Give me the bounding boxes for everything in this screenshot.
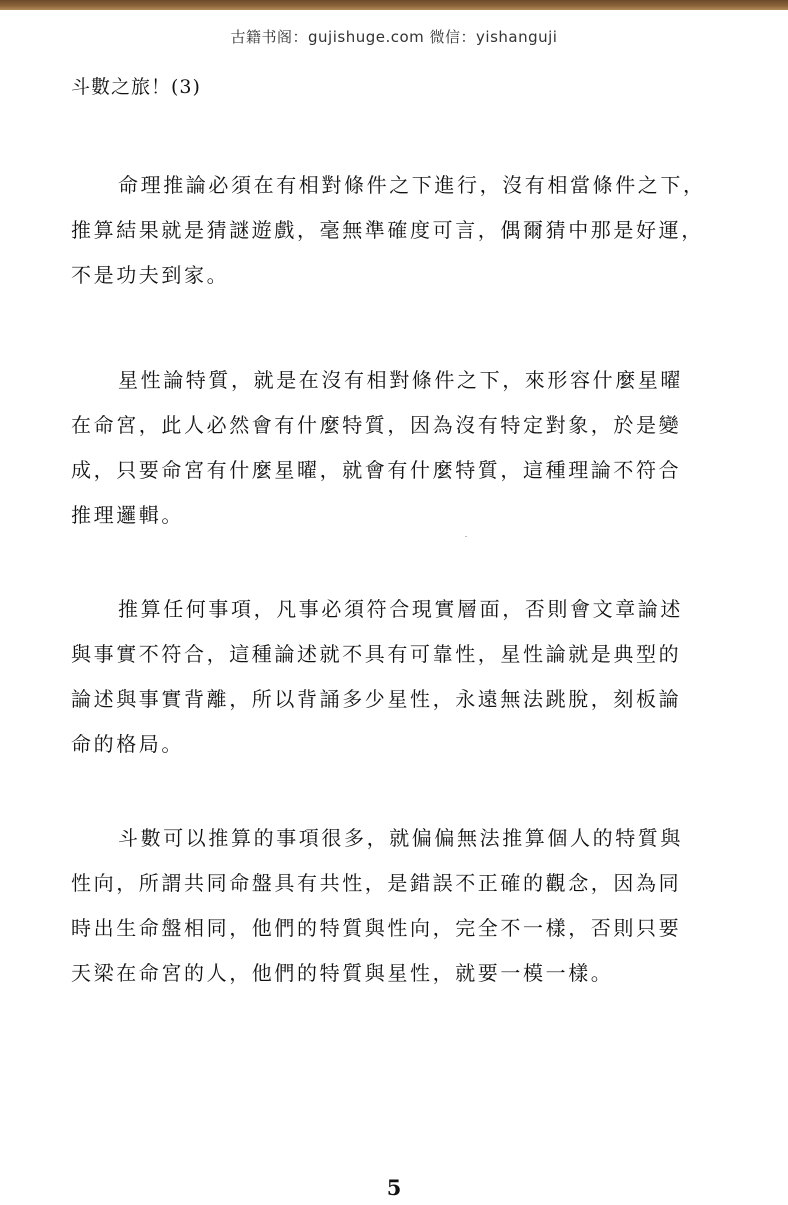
scan-speck [465,536,467,537]
site-watermark: 古籍书阁：gujishuge.com 微信：yishanguji [230,28,558,46]
paragraph-line: 天梁在命宮的人，他們的特質與星性，就要一模一樣。 [71,961,614,985]
paragraph-line: 在命宮，此人必然會有什麼特質，因為沒有特定對象，於是變 [71,413,682,437]
paragraph-2 [71,358,683,538]
paragraph-line: 命理推論必須在有相對條件之下進行，沒有相當條件之下， [118,173,706,197]
top-border-band [0,0,788,10]
paragraph-4 [71,816,683,996]
paragraph-line: 推算結果就是猜謎遊戲，毫無準確度可言，偶爾猜中那是好運， [71,218,704,242]
page-title: 斗數之旅！(3) [71,76,201,98]
paragraph-1 [71,163,706,298]
page-number: 5 [386,1175,402,1200]
paragraph-line: 性向，所謂共同命盤具有共性，是錯誤不正確的觀念，因為同 [71,871,682,895]
paragraph-line: 不是功夫到家。 [71,263,230,287]
paragraph-3 [71,587,683,767]
paragraph-line: 斗數可以推算的事項很多，就偏偏無法推算個人的特質與 [118,826,683,850]
paragraph-line: 成，只要命宮有什麼星曜，就會有什麼特質，這種理論不符合 [71,458,682,482]
paragraph-line: 與事實不符合，這種論述就不具有可靠性，星性論就是典型的 [71,642,682,666]
paragraph-line: 命的格局。 [71,732,184,756]
paragraph-line: 推算任何事項，凡事必須符合現實層面，否則會文章論述 [118,597,683,621]
paragraph-line: 時出生命盤相同，他們的特質與性向，完全不一樣，否則只要 [71,916,682,940]
paragraph-line: 推理邏輯。 [71,503,184,527]
paragraph-line: 論述與事實背離，所以背誦多少星性，永遠無法跳脫，刻板論 [71,687,682,711]
paragraph-line: 星性論特質，就是在沒有相對條件之下，來形容什麼星曜 [118,368,683,392]
